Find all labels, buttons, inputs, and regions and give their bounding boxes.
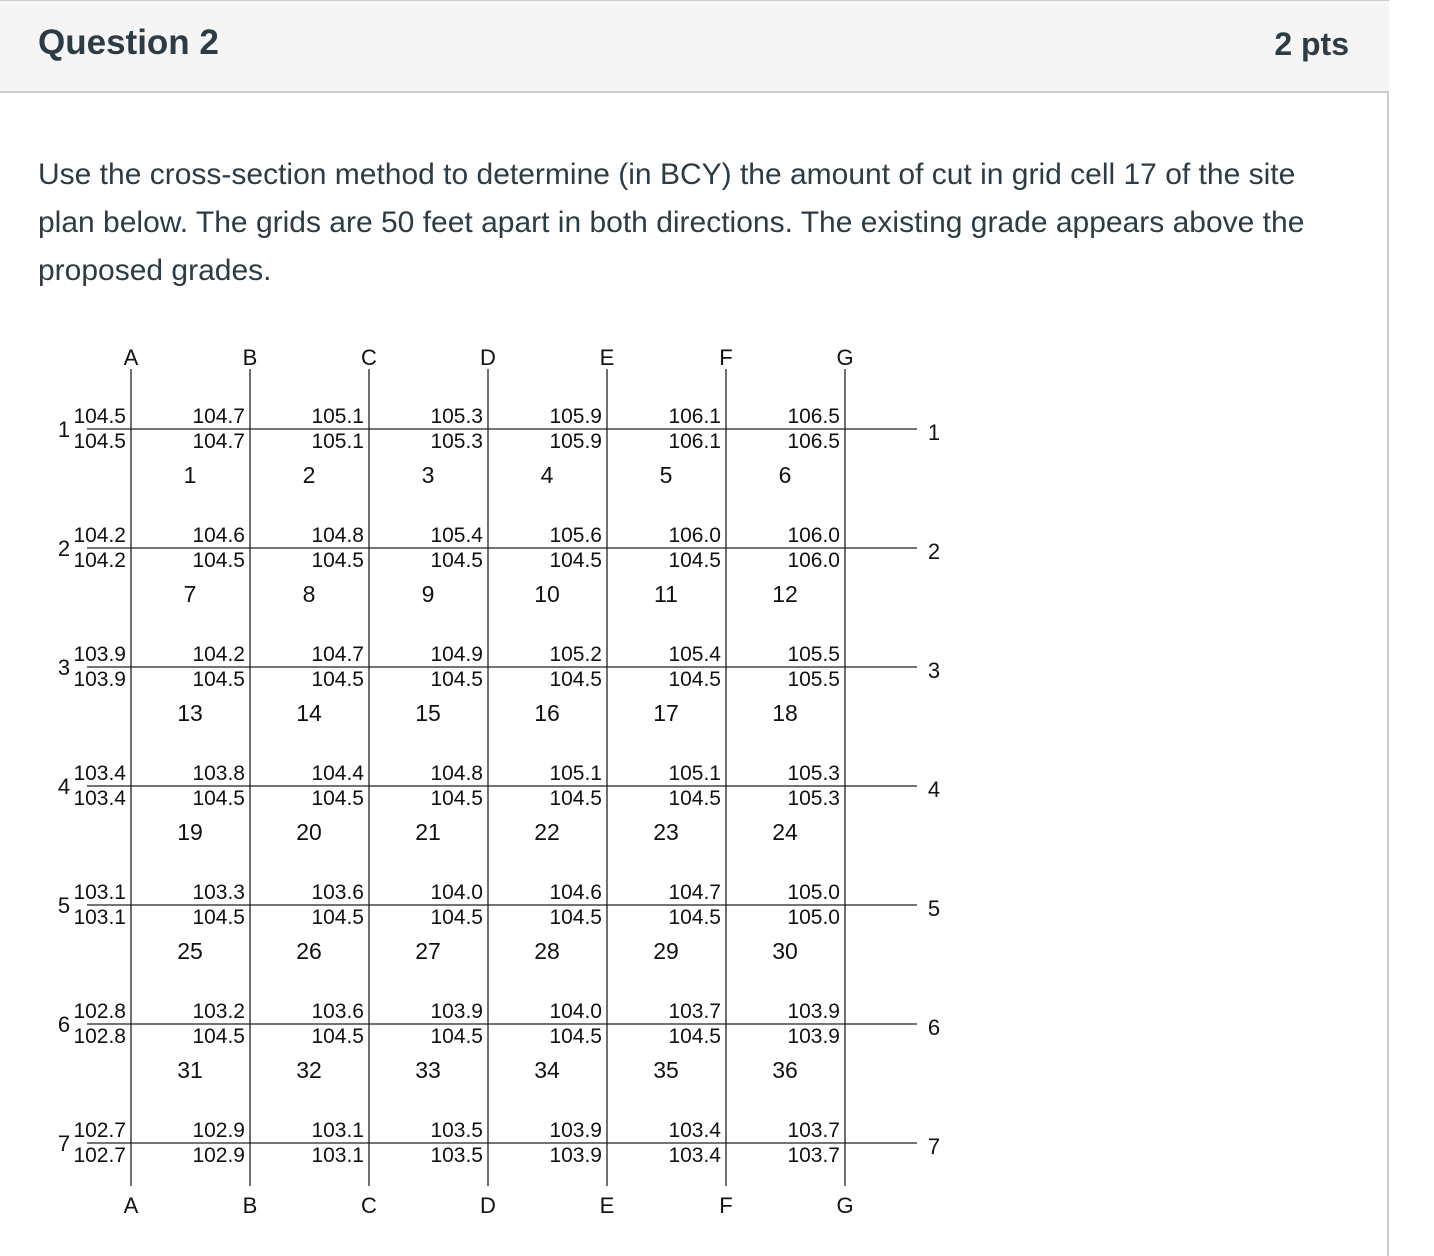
proposed-grade: 104.5 (192, 906, 245, 929)
existing-grade: 106.0 (668, 524, 721, 547)
existing-grade: 105.1 (311, 405, 364, 428)
existing-grade: 105.1 (668, 762, 721, 785)
grid-cell-number: 12 (772, 581, 798, 607)
proposed-grade: 102.7 (73, 1144, 126, 1167)
proposed-grade: 105.1 (311, 430, 364, 453)
proposed-grade: 104.5 (549, 1025, 602, 1048)
proposed-grade: 104.5 (430, 549, 483, 572)
existing-grade: 104.8 (311, 524, 364, 547)
proposed-grade: 104.5 (311, 549, 364, 572)
existing-grade: 105.2 (549, 643, 602, 666)
proposed-grade: 104.5 (192, 787, 245, 810)
proposed-grade: 104.5 (311, 906, 364, 929)
proposed-grade: 104.5 (668, 906, 721, 929)
existing-grade: 106.1 (668, 405, 721, 428)
existing-grade: 103.4 (73, 762, 126, 785)
grid-cell-number: 18 (772, 700, 798, 726)
grid-cell-number: 32 (296, 1057, 322, 1083)
proposed-grade: 104.5 (549, 906, 602, 929)
existing-grade: 104.0 (549, 1000, 602, 1023)
existing-grade: 106.5 (787, 405, 840, 428)
proposed-grade: 103.1 (73, 906, 126, 929)
question-points: 2 pts (1274, 26, 1349, 62)
existing-grade: 103.3 (192, 881, 245, 904)
existing-grade: 105.0 (787, 881, 840, 904)
grid-cell-number: 31 (177, 1057, 203, 1083)
existing-grade: 105.6 (549, 524, 602, 547)
proposed-grade: 103.9 (787, 1025, 840, 1048)
grid-cell-number: 17 (653, 700, 679, 726)
grid-cell-number: 21 (415, 819, 441, 845)
proposed-grade: 103.4 (73, 787, 126, 810)
existing-grade: 104.5 (73, 405, 126, 428)
row-label-right: 7 (927, 1134, 941, 1159)
grid-cell-number: 24 (772, 819, 798, 845)
grid-cell-number: 30 (772, 938, 798, 964)
existing-grade: 104.4 (311, 762, 364, 785)
grid-cell-number: 5 (659, 462, 673, 488)
existing-grade: 103.9 (787, 1000, 840, 1023)
question-title: Question 2 (38, 23, 219, 62)
row-label-right: 6 (927, 1015, 941, 1040)
proposed-grade: 104.5 (430, 1025, 483, 1048)
grid-cell-number: 29 (653, 938, 679, 964)
grid-cell-number: 13 (177, 700, 203, 726)
grid-cell-number: 35 (653, 1057, 679, 1083)
existing-grade: 103.1 (311, 1119, 364, 1142)
existing-grade: 103.9 (430, 1000, 483, 1023)
column-label-bottom: B (242, 1193, 258, 1218)
grid-cell-number: 22 (534, 819, 560, 845)
proposed-grade: 106.5 (787, 430, 840, 453)
proposed-grade: 104.5 (192, 668, 245, 691)
row-label-left: 7 (57, 1131, 71, 1156)
row-label-right: 5 (927, 896, 941, 921)
column-label-top: A (123, 345, 139, 370)
proposed-grade: 104.5 (668, 668, 721, 691)
proposed-grade: 104.5 (311, 1025, 364, 1048)
question-header (0, 1, 1389, 93)
proposed-grade: 103.5 (430, 1144, 483, 1167)
existing-grade: 103.8 (192, 762, 245, 785)
grid-cell-number: 6 (778, 462, 792, 488)
existing-grade: 106.0 (787, 524, 840, 547)
existing-grade: 102.9 (192, 1119, 245, 1142)
grid-cell-number: 16 (534, 700, 560, 726)
proposed-grade: 105.3 (787, 787, 840, 810)
existing-grade: 104.6 (549, 881, 602, 904)
proposed-grade: 103.9 (549, 1144, 602, 1167)
column-label-bottom: A (123, 1193, 139, 1218)
existing-grade: 104.0 (430, 881, 483, 904)
row-label-right: 1 (927, 420, 941, 445)
proposed-grade: 104.5 (430, 668, 483, 691)
existing-grade: 103.4 (668, 1119, 721, 1142)
proposed-grade: 104.5 (192, 549, 245, 572)
grid-cell-number: 26 (296, 938, 322, 964)
existing-grade: 103.7 (668, 1000, 721, 1023)
existing-grade: 103.5 (430, 1119, 483, 1142)
row-label-right: 4 (927, 777, 941, 802)
proposed-grade: 104.5 (192, 1025, 245, 1048)
row-label-left: 5 (57, 893, 71, 918)
proposed-grade: 104.5 (311, 787, 364, 810)
grid-cell-number: 10 (534, 581, 560, 607)
proposed-grade: 106.0 (787, 549, 840, 572)
grid-cell-number: 14 (296, 700, 322, 726)
row-label-left: 6 (57, 1012, 71, 1037)
existing-grade: 104.7 (311, 643, 364, 666)
column-label-bottom: C (361, 1193, 377, 1218)
row-label-left: 2 (57, 536, 71, 561)
proposed-grade: 105.5 (787, 668, 840, 691)
proposed-grade: 104.5 (430, 787, 483, 810)
grid-cell-number: 3 (421, 462, 435, 488)
existing-grade: 104.2 (73, 524, 126, 547)
existing-grade: 104.8 (430, 762, 483, 785)
column-label-top: D (480, 345, 496, 370)
existing-grade: 102.8 (73, 1000, 126, 1023)
proposed-grade: 104.2 (73, 549, 126, 572)
row-label-right: 3 (927, 658, 941, 683)
existing-grade: 103.9 (549, 1119, 602, 1142)
existing-grade: 105.4 (430, 524, 483, 547)
existing-grade: 105.1 (549, 762, 602, 785)
proposed-grade: 104.5 (668, 549, 721, 572)
existing-grade: 104.7 (192, 405, 245, 428)
proposed-grade: 105.0 (787, 906, 840, 929)
existing-grade: 103.6 (311, 881, 364, 904)
row-label-right: 2 (927, 539, 941, 564)
proposed-grade: 103.4 (668, 1144, 721, 1167)
existing-grade: 103.1 (73, 881, 126, 904)
existing-grade: 102.7 (73, 1119, 126, 1142)
grid-cell-number: 2 (302, 462, 316, 488)
existing-grade: 103.9 (73, 643, 126, 666)
proposed-grade: 104.5 (430, 906, 483, 929)
proposed-grade: 104.7 (192, 430, 245, 453)
column-label-top: G (836, 345, 854, 370)
question-text: Use the cross-section method to determine (in BCY) the amount of cut in grid cell 17 of the site plan below. The grids are 50 feet apart in both directions. The existing grade appears above the proposed grades. (38, 158, 1305, 287)
existing-grade: 105.4 (668, 643, 721, 666)
grid-cell-number: 34 (534, 1057, 560, 1083)
existing-grade: 105.9 (549, 405, 602, 428)
column-label-top: F (719, 345, 733, 370)
existing-grade: 105.3 (430, 405, 483, 428)
proposed-grade: 104.5 (668, 787, 721, 810)
existing-grade: 105.3 (787, 762, 840, 785)
existing-grade: 104.9 (430, 643, 483, 666)
grid-cell-number: 23 (653, 819, 679, 845)
proposed-grade: 105.3 (430, 430, 483, 453)
proposed-grade: 103.7 (787, 1144, 840, 1167)
row-label-left: 3 (57, 655, 71, 680)
column-label-top: E (599, 345, 615, 370)
column-label-bottom: E (599, 1193, 615, 1218)
column-label-top: C (361, 345, 377, 370)
grid-cell-number: 33 (415, 1057, 441, 1083)
grid-cell-number: 7 (183, 581, 197, 607)
grid-cell-number: 20 (296, 819, 322, 845)
grid-cell-number: 15 (415, 700, 441, 726)
proposed-grade: 105.9 (549, 430, 602, 453)
grid-cell-number: 19 (177, 819, 203, 845)
grid-cell-number: 36 (772, 1057, 798, 1083)
column-label-bottom: F (719, 1193, 733, 1218)
grid-cell-number: 9 (421, 581, 435, 607)
existing-grade: 104.6 (192, 524, 245, 547)
grid-cell-number: 28 (534, 938, 560, 964)
column-label-bottom: D (480, 1193, 496, 1218)
grid-cell-number: 25 (177, 938, 203, 964)
existing-grade: 104.7 (668, 881, 721, 904)
grid-cell-number: 4 (540, 462, 554, 488)
existing-grade: 103.2 (192, 1000, 245, 1023)
column-label-bottom: G (836, 1193, 854, 1218)
grid-cell-number: 8 (302, 581, 316, 607)
proposed-grade: 104.5 (73, 430, 126, 453)
proposed-grade: 104.5 (549, 549, 602, 572)
column-label-top: B (242, 345, 258, 370)
row-label-left: 1 (57, 417, 71, 442)
proposed-grade: 104.5 (311, 668, 364, 691)
existing-grade: 104.2 (192, 643, 245, 666)
existing-grade: 103.7 (787, 1119, 840, 1142)
proposed-grade: 104.5 (549, 787, 602, 810)
existing-grade: 103.6 (311, 1000, 364, 1023)
grid-cell-number: 27 (415, 938, 441, 964)
existing-grade: 105.5 (787, 643, 840, 666)
row-label-left: 4 (57, 774, 71, 799)
site-plan-grid (40, 336, 941, 1218)
grid-cell-number: 11 (654, 581, 678, 607)
proposed-grade: 106.1 (668, 430, 721, 453)
proposed-grade: 104.5 (549, 668, 602, 691)
proposed-grade: 104.5 (668, 1025, 721, 1048)
proposed-grade: 103.9 (73, 668, 126, 691)
proposed-grade: 103.1 (311, 1144, 364, 1167)
proposed-grade: 102.9 (192, 1144, 245, 1167)
grid-cell-number: 1 (183, 462, 197, 488)
proposed-grade: 102.8 (73, 1025, 126, 1048)
